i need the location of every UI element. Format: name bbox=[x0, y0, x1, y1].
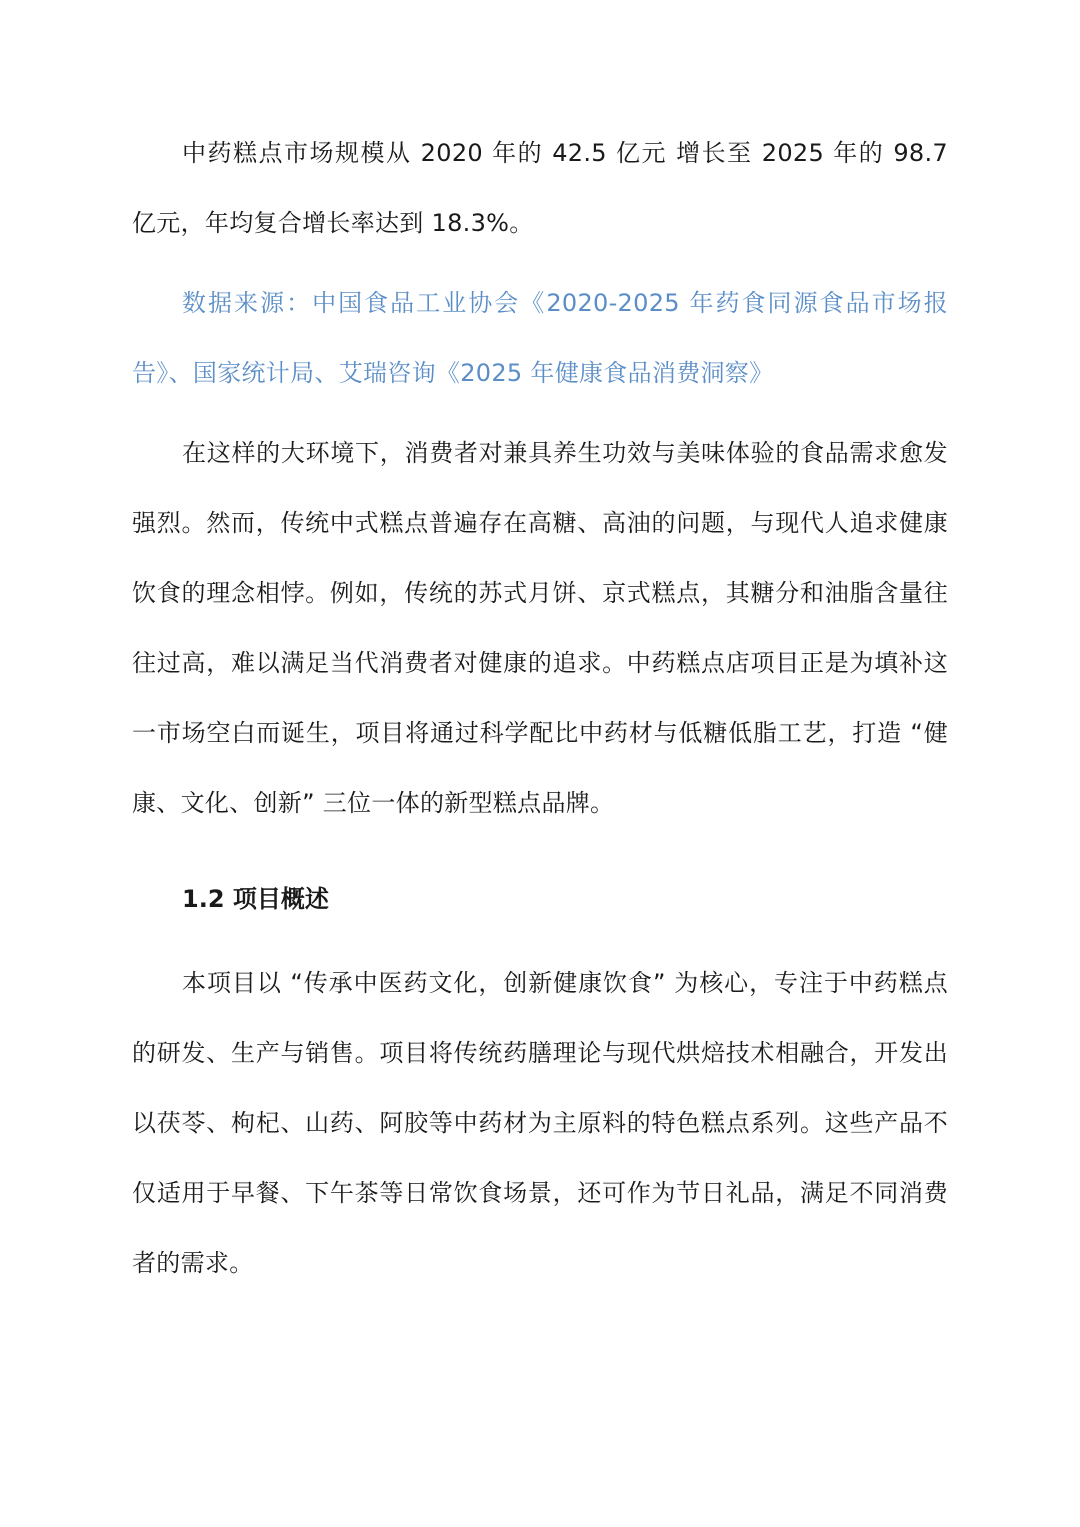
paragraph-data-source: 数据来源：中国食品工业协会《2020-2025 年药食同源食品市场报告》、国家统计局、艾瑞咨询《2025 年健康食品消费洞察》 bbox=[132, 289, 948, 387]
paragraph-context: 在这样的大环境下，消费者对兼具养生功效与美味体验的食品需求愈发强烈。然而，传统中式糕点普遍存在高糖、高油的问题，与现代人追求健康饮食的理念相悖。例如，传统的苏式月饼、京式糕点，其糖分和油脂含量往往过高，难以满足当代消费者对健康的追求。中药糕点店项目正是为填补这一市场空白而诞生，项目将通过科学配比中药材与低糖低脂工艺，打造 “健康、文化、创新” 三位一体的新型糕点品牌。 bbox=[132, 439, 948, 817]
paragraph-market-size: 中药糕点市场规模从 2020 年的 42.5 亿元 增长至 2025 年的 98.7 亿元，年均复合增长率达到 18.3%。 bbox=[132, 139, 948, 237]
document-body bbox=[132, 118, 948, 1298]
paragraph-overview: 本项目以 “传承中医药文化，创新健康饮食” 为核心，专注于中药糕点的研发、生产与销售。项目将传统药膳理论与现代烘焙技术相融合，开发出以茯苓、枸杞、山药、阿胶等中药材为主原料的特色糕点系列。这些产品不仅适用于早餐、下午茶等日常饮食场景，还可作为节日礼品，满足不同消费者的需求。 bbox=[132, 969, 948, 1277]
section-heading: 1.2 项目概述 bbox=[182, 885, 329, 913]
